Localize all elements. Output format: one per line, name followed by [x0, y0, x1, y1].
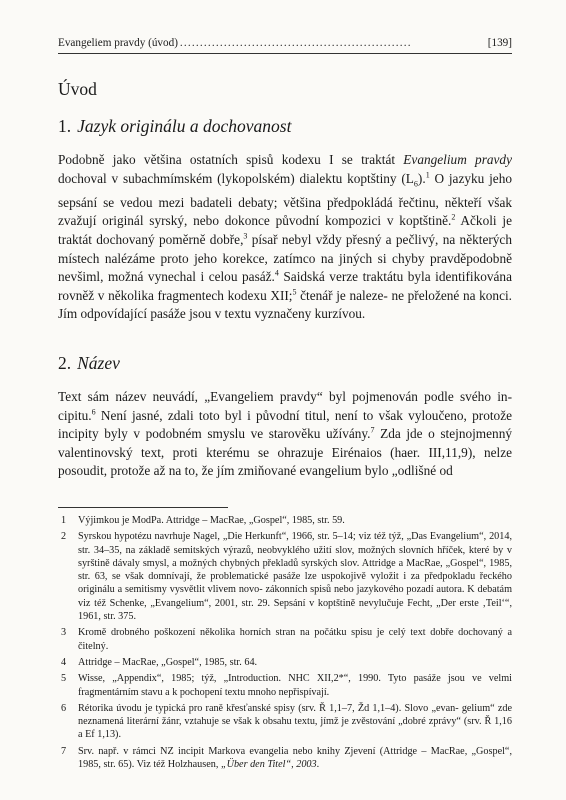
text-run: čtenář je naleze- ne přeložené na konci. Jím odpovídající pasáže jsou v textu vyznačeny kurzívou.: [58, 287, 512, 322]
text-run: Zda jde o stejnojmenný valentinovský text, proti kterému se ohrazuje Eirénaios (haer. III,11,9), nelze posoudit, protože až na to, že jím zmiňované evangelium bylo „odlišné od: [58, 426, 513, 479]
text-run: .: [316, 759, 320, 771]
footnote-number: 4: [61, 656, 67, 668]
footnote-ref[interactable]: 6: [91, 407, 96, 417]
page: [58, 36, 512, 774]
section-title: Název: [77, 353, 120, 373]
footnote-text: Výjimkou je ModPa. Attridge – MacRae, „Gospel“, 1985, str. 59.: [78, 514, 345, 526]
footnote: [58, 626, 512, 653]
footnote-number: 3: [61, 627, 67, 639]
footnote-text: Kromě drobného poškození několika horních stran na počátku spisu je celý text dobře dochovaný a čitelný.: [78, 627, 512, 652]
footnote-number: 1: [61, 514, 67, 526]
footnote-number: 5: [61, 673, 67, 685]
section-title: Jazyk originálu a dochovanost: [77, 116, 292, 136]
page-number: [139]: [487, 37, 512, 49]
work-title: Evangelium pravdy: [403, 152, 512, 167]
footnote-text: Rétorika úvodu je typická pro raně křesťanské spisy (srv. Ř 1,1–7, Žd 1,1–4). Slovo „evan- gelium“ zde neznamená literární žánr, vztahuje se však k obsahu textu, jímž je zvěstování „dobré zprávy“ (srv. Ř 1,16 a Ef 1,13).: [78, 702, 512, 741]
footnote-ref[interactable]: 5: [292, 287, 297, 297]
section-number: 2.: [58, 353, 72, 373]
text-run: ).: [417, 170, 426, 186]
text-run: dochoval v subachmímském (lykopolském) dialektu koptštiny (L: [58, 170, 414, 186]
footnote: [58, 530, 512, 623]
text-run: Srv. např. v rámci NZ incipit Markova evangelia nebo knihy Zjevení (Attridge – MacRae, „Gospel“, 1985, str. 65). Viz též Holzhausen,: [78, 745, 512, 771]
text-run: O jazyku jeho sepsání se vedou mezi badateli debaty; většina předpokládá řečtinu, někteří však zvažují originál syrský, nebo dokonce původní kompozici v koptštině.: [58, 170, 512, 229]
footnote: [58, 514, 512, 527]
footnote-number: 6: [61, 702, 67, 714]
section-heading-1: [58, 115, 512, 137]
footnote: [58, 702, 512, 742]
running-head: [58, 36, 512, 54]
footnote-text: Attridge – MacRae, „Gospel“, 1985, str. 64.: [78, 656, 258, 668]
paragraph-language: [58, 151, 512, 324]
chapter-title: Úvod: [58, 79, 97, 99]
section-heading-2: [58, 352, 512, 374]
leader-dots: ..........................................................: [179, 37, 412, 49]
text-run: Saidská verze traktátu byla identifikována rovněž v několika fragmentech kodexu XII;: [58, 269, 512, 303]
cited-title: „Über den Titel“, 2003: [220, 759, 317, 771]
footnote-number: 2: [61, 531, 67, 543]
footnote-text: Syrskou hypotézu navrhuje Nagel, „Die Herkunft“, 1966, str. 5–14; viz též týž, „Das Evangelium“, 2014, str. 34–35, na základě semitských výrazů, neobvyklého užití slov, možných slovních hříček, které by v syrštině dávaly smysl, a možných chybných překladů syrských slov. Attridge a MacRae, „Gospel“, 1985, str. 63, se však domnívají, že problematické pasáže lze uspokojivě vyložit i za předpokladu řeckého originálu a semitismy vysvětlit vlivem novo- zákonních spisů nebo jazykového pozadí autora. K debatám viz též Schenke, „Evangelium“, 2001, str. 29. Sepsání v koptštině nevylučuje Fecht, „Der erste ‚Teil‘“, 1961, str. 375.: [78, 531, 512, 623]
footnote-ref[interactable]: 7: [370, 425, 375, 435]
footnote-ref[interactable]: 4: [274, 268, 279, 278]
footnote-separator: [58, 507, 228, 508]
footnote-text: [78, 745, 512, 772]
footnote-number: 7: [61, 745, 67, 757]
text-run: Není jasné, zdali toto byl i původní titul, není to však vyloučeno, protože incipity byly v podobném smyslu ve starověku užívány.: [58, 407, 512, 442]
footnote: [58, 656, 512, 669]
section-number: 1.: [58, 116, 72, 136]
footnote: [58, 745, 512, 772]
running-title: Evangeliem pravdy (úvod): [58, 37, 178, 49]
footnote-ref[interactable]: 2: [451, 213, 456, 223]
text-run: Text sám název neuvádí, „Evangeliem pravdy“ byl pojmenován podle svého in- cipitu.: [58, 389, 512, 423]
footnote: [58, 672, 512, 699]
footnote-ref[interactable]: 3: [243, 231, 248, 241]
paragraph-title: [58, 388, 512, 481]
footnote-text: Wisse, „Appendix“, 1985; týž, „Introduction. NHC XII,2*“, 1990. Tyto pasáže jsou ve velmi fragmentárním stavu a k pochopení textu mnoho nepřispívají.: [78, 673, 512, 698]
text-run: písař nebyl vždy přesný a pečlivý, na některých místech nalézáme proto jeho korekce, zatímco na jiných si chyby pravděpodobně nevšiml, možná vynechal i celou pasáž.: [58, 232, 512, 285]
footnotes: [58, 514, 512, 771]
dialect-subscript: 6: [413, 179, 418, 189]
text-run: Podobně jako většina ostatních spisů kodexu I se traktát: [58, 152, 404, 167]
text-run: Ačkoli je traktát dochovaný poměrně dobře,: [58, 213, 512, 248]
footnote-ref[interactable]: 1: [425, 170, 430, 180]
